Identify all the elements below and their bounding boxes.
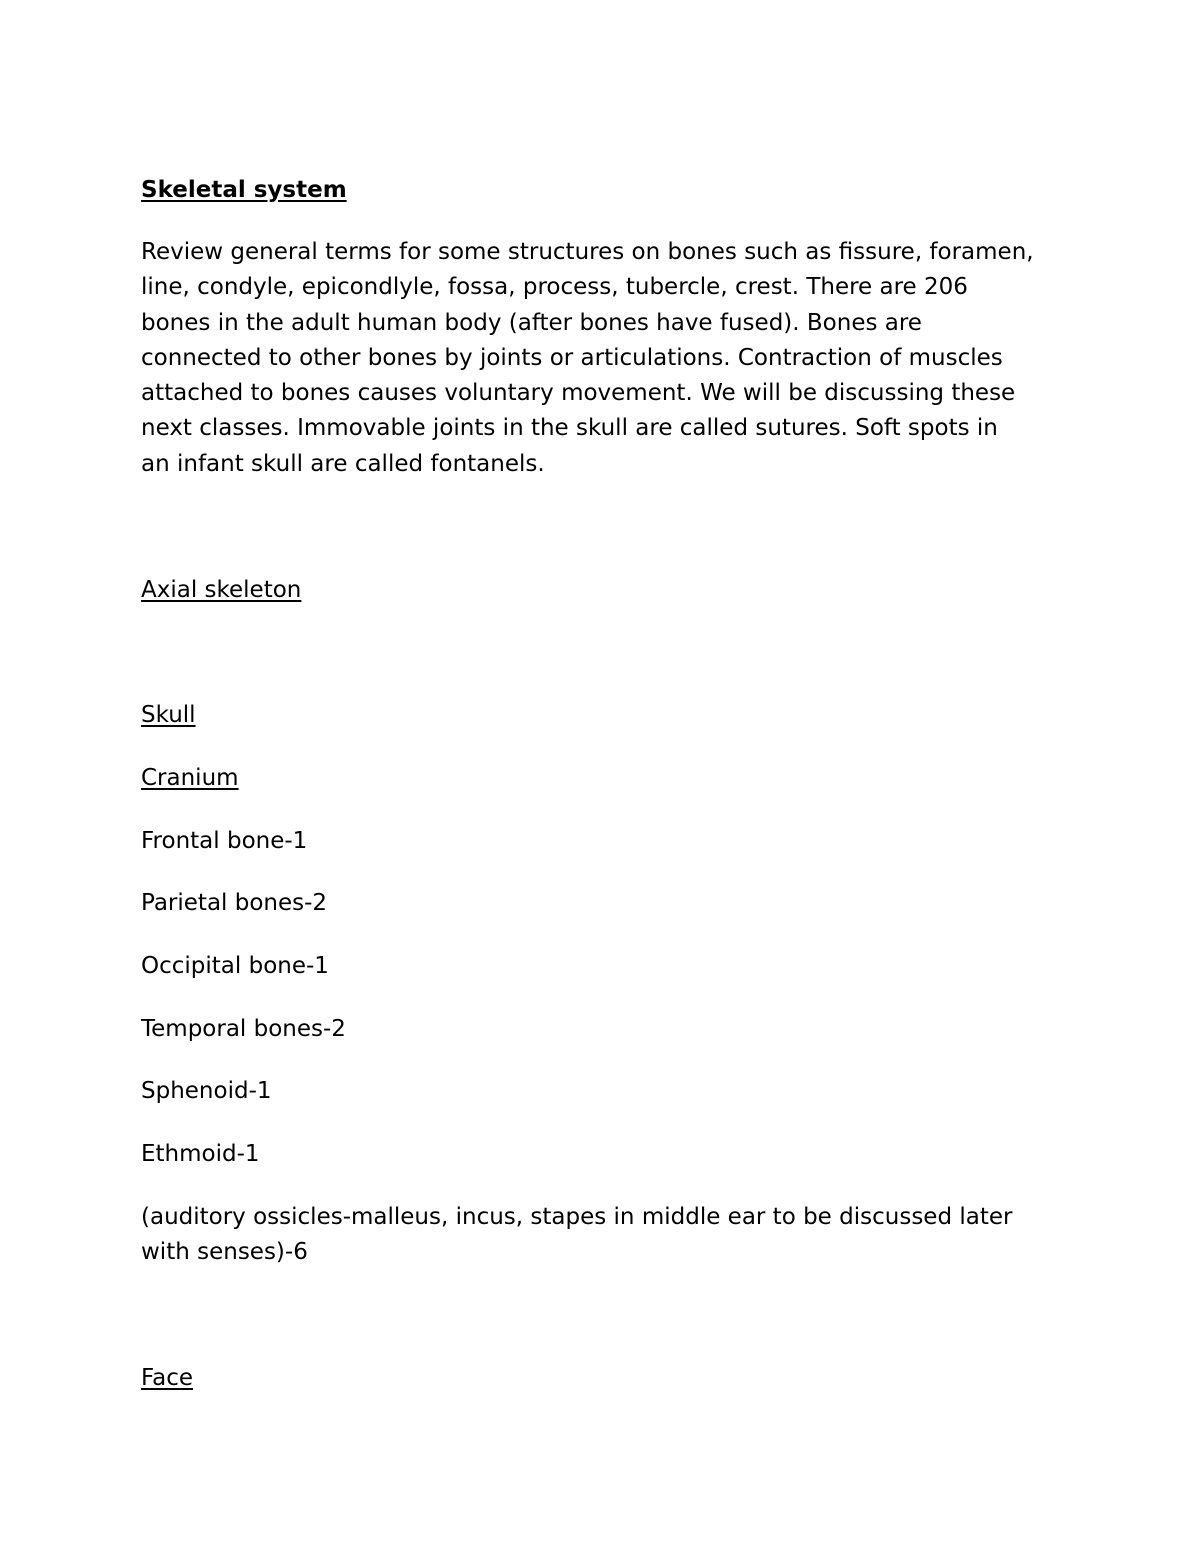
intro-line: bones in the adult human body (after bones have fused). Bones are <box>141 309 922 336</box>
face-heading: Face <box>141 1365 194 1391</box>
bone-item-frontal: Frontal bone-1 <box>141 828 308 854</box>
intro-line: attached to bones causes voluntary movement. We will be discussing these <box>141 380 1016 407</box>
skull-heading: Skull <box>141 702 196 728</box>
intro-line: next classes. Immovable joints in the skull are called sutures. Soft spots in <box>141 415 998 442</box>
bone-item-ethmoid: Ethmoid-1 <box>141 1141 260 1167</box>
intro-line: an infant skull are called fontanels. <box>141 450 545 477</box>
intro-line: Review general terms for some structures on bones such as fissure, foramen, <box>141 239 1034 265</box>
ossicles-note-line: (auditory ossicles-malleus, incus, stapes in middle ear to be discussed later <box>141 1204 1013 1230</box>
intro-line: line, condyle, epicondlyle, fossa, process, tubercle, crest. There are 206 <box>141 274 968 301</box>
bone-item-sphenoid: Sphenoid-1 <box>141 1078 272 1104</box>
bone-item-temporal: Temporal bones-2 <box>141 1016 346 1042</box>
intro-line: connected to other bones by joints or articulations. Contraction of muscles <box>141 344 1003 371</box>
bone-item-occipital: Occipital bone-1 <box>141 953 329 979</box>
bone-item-parietal: Parietal bones-2 <box>141 890 328 916</box>
document-title: Skeletal system <box>141 177 347 203</box>
cranium-heading: Cranium <box>141 765 239 791</box>
intro-paragraph <box>141 235 1071 482</box>
axial-skeleton-heading: Axial skeleton <box>141 577 302 603</box>
ossicles-note-line: with senses)-6 <box>141 1239 308 1265</box>
